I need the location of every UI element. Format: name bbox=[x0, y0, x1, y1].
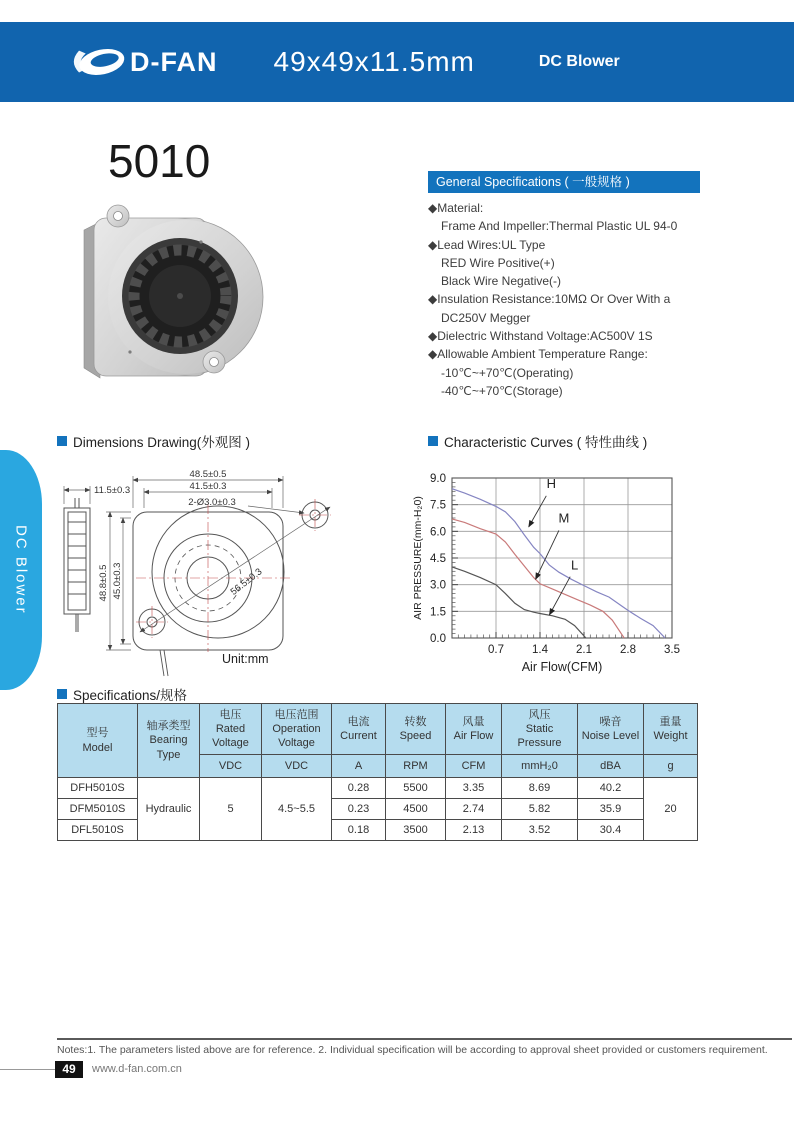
unit-a: A bbox=[332, 755, 386, 778]
spec-line: ◆Insulation Resistance:10MΩ Or Over With a bbox=[428, 292, 671, 307]
unit-dba: dBA bbox=[578, 755, 644, 778]
svg-text:3.0: 3.0 bbox=[430, 579, 446, 592]
product-photo bbox=[70, 192, 265, 397]
cell-air-flow: 3.35 bbox=[446, 778, 502, 799]
spec-line: Frame And Impeller:Thermal Plastic UL 94-0 bbox=[441, 219, 678, 234]
svg-text:1.4: 1.4 bbox=[532, 644, 548, 656]
unit-vdc: VDC bbox=[200, 755, 262, 778]
cell-current: 0.18 bbox=[332, 820, 386, 841]
dim-diagonal: 56.5±0.3 bbox=[228, 566, 265, 598]
dim-outer-width: 48.5±0.5 bbox=[189, 469, 227, 480]
section-title: Characteristic Curves ( 特性曲线 ) bbox=[444, 435, 648, 450]
col-header-current: 电流 Current bbox=[332, 704, 386, 755]
unit-rpm: RPM bbox=[386, 755, 446, 778]
dim-thickness: 11.5±0.3 bbox=[94, 485, 131, 496]
spec-line: ◆Lead Wires:UL Type bbox=[428, 237, 546, 252]
cell-speed: 5500 bbox=[386, 778, 446, 799]
blue-square-icon bbox=[57, 689, 67, 699]
section-specifications bbox=[57, 684, 187, 704]
col-header-bearing: 轴承类型 Bearing Type bbox=[138, 704, 200, 778]
spec-line: ◆Allowable Ambient Temperature Range: bbox=[428, 347, 648, 362]
spec-line: Black Wire Negative(-) bbox=[441, 274, 562, 289]
unit-mmh2o: mmH₂0 bbox=[502, 755, 578, 778]
svg-text:4.5: 4.5 bbox=[430, 553, 446, 565]
cell-noise: 40.2 bbox=[578, 778, 644, 799]
unit-label: Unit:mm bbox=[222, 652, 269, 666]
cell-model: DFM5010S bbox=[58, 799, 138, 820]
svg-text:9.0: 9.0 bbox=[430, 473, 446, 485]
svg-text:3.5: 3.5 bbox=[664, 644, 680, 656]
col-header-rated-voltage: 电压 Rated Voltage bbox=[200, 704, 262, 755]
cell-speed: 3500 bbox=[386, 820, 446, 841]
dfan-logo-icon bbox=[70, 43, 128, 81]
dimensions-drawing bbox=[52, 462, 397, 680]
section-title: Dimensions Drawing(外观图 ) bbox=[73, 435, 251, 450]
general-specifications-list bbox=[428, 199, 700, 400]
footer-notes: Notes:1. The parameters listed above are for reference. 2. Individual specification will be according to approval sheet provided or customers requirement. bbox=[57, 1044, 768, 1056]
unit-vdc: VDC bbox=[262, 755, 332, 778]
blue-square-icon bbox=[428, 436, 438, 446]
cell-rated-voltage: 5 bbox=[200, 778, 262, 841]
model-number-title: 5010 bbox=[108, 135, 211, 187]
col-header-noise-level: 噪音 Noise Level bbox=[578, 704, 644, 755]
cell-model: DFL5010S bbox=[58, 820, 138, 841]
section-title: Specifications/规格 bbox=[73, 688, 188, 703]
col-header-speed: 转数 Speed bbox=[386, 704, 446, 755]
cell-air-flow: 2.74 bbox=[446, 799, 502, 820]
svg-text:1.5: 1.5 bbox=[430, 606, 446, 619]
impeller-hub bbox=[177, 293, 183, 299]
center-lines bbox=[136, 499, 331, 652]
cell-speed: 4500 bbox=[386, 799, 446, 820]
unit-g: g bbox=[644, 755, 698, 778]
side-tab-dc-blower bbox=[0, 450, 42, 690]
brand-name: D-FAN bbox=[130, 46, 218, 77]
section-characteristic-curves bbox=[428, 431, 647, 451]
spec-line: RED Wire Positive(+) bbox=[441, 255, 555, 270]
unit-cfm: CFM bbox=[446, 755, 502, 778]
cell-static-pressure: 5.82 bbox=[502, 799, 578, 820]
characteristic-curves-chart bbox=[408, 462, 794, 680]
dim-inner-height: 45.0±0.3 bbox=[112, 562, 123, 600]
cell-operation-voltage: 4.5~5.5 bbox=[262, 778, 332, 841]
svg-text:6.0: 6.0 bbox=[430, 526, 446, 539]
spec-line: -40℃~+70℃(Storage) bbox=[441, 383, 563, 398]
website-url: www.d-fan.com.cn bbox=[92, 1063, 182, 1075]
col-header-weight: 重量 Weight bbox=[644, 704, 698, 755]
col-header-model: 型号 Model bbox=[58, 704, 138, 778]
side-tab-label: DC Blower bbox=[12, 525, 30, 615]
cell-static-pressure: 3.52 bbox=[502, 820, 578, 841]
cell-weight: 20 bbox=[644, 778, 698, 841]
svg-text:Air Flow(CFM): Air Flow(CFM) bbox=[521, 660, 603, 674]
general-specifications-header: General Specifications ( 一般规格 ) bbox=[428, 171, 700, 193]
page-number-line bbox=[0, 1069, 55, 1070]
svg-text:M: M bbox=[558, 510, 570, 526]
svg-text:AIR PRESSURE(mm-H₂0): AIR PRESSURE(mm-H₂0) bbox=[412, 496, 424, 620]
fan-size-title: 49x49x11.5mm bbox=[273, 46, 475, 77]
svg-text:7.5: 7.5 bbox=[430, 499, 446, 512]
svg-text:0.0: 0.0 bbox=[430, 633, 446, 645]
svg-text:0.7: 0.7 bbox=[488, 644, 504, 656]
col-header-static-pressure: 风压 Static Pressure bbox=[502, 704, 578, 755]
dim-holes: 2-Ø3.0±0.3 bbox=[188, 497, 236, 508]
cell-current: 0.23 bbox=[332, 799, 386, 820]
spec-line: ◆Material: bbox=[428, 201, 484, 215]
cell-bearing: Hydraulic bbox=[138, 778, 200, 841]
col-header-operation-voltage: 电压范围 Operation Voltage bbox=[262, 704, 332, 755]
blue-square-icon bbox=[57, 436, 67, 446]
svg-text:2.8: 2.8 bbox=[620, 644, 636, 656]
general-specifications-panel bbox=[428, 171, 700, 400]
dim-inner-width: 41.5±0.3 bbox=[189, 481, 227, 492]
col-header-air-flow: 风量 Air Flow bbox=[446, 704, 502, 755]
svg-text:L: L bbox=[570, 557, 579, 573]
section-dimensions-drawing bbox=[57, 431, 250, 451]
product-type-title: DC Blower bbox=[538, 53, 620, 70]
specifications-table bbox=[57, 703, 698, 841]
cell-air-flow: 2.13 bbox=[446, 820, 502, 841]
svg-text:2.1: 2.1 bbox=[576, 644, 592, 656]
cell-model: DFH5010S bbox=[58, 778, 138, 799]
spec-line: DC250V Megger bbox=[441, 310, 531, 325]
svg-text:H: H bbox=[546, 475, 556, 491]
cell-current: 0.28 bbox=[332, 778, 386, 799]
cell-noise: 35.9 bbox=[578, 799, 644, 820]
cell-noise: 30.4 bbox=[578, 820, 644, 841]
cell-static-pressure: 8.69 bbox=[502, 778, 578, 799]
footer-divider bbox=[57, 1038, 792, 1040]
spec-line: -10℃~+70℃(Operating) bbox=[441, 365, 574, 380]
spec-line: ◆Dielectric Withstand Voltage:AC500V 1S bbox=[428, 329, 653, 344]
fan-side-view bbox=[64, 498, 90, 632]
dim-outer-height: 48.8±0.5 bbox=[98, 564, 109, 602]
page-number: 49 bbox=[55, 1061, 83, 1078]
top-banner bbox=[0, 22, 794, 102]
table-row bbox=[58, 778, 698, 799]
